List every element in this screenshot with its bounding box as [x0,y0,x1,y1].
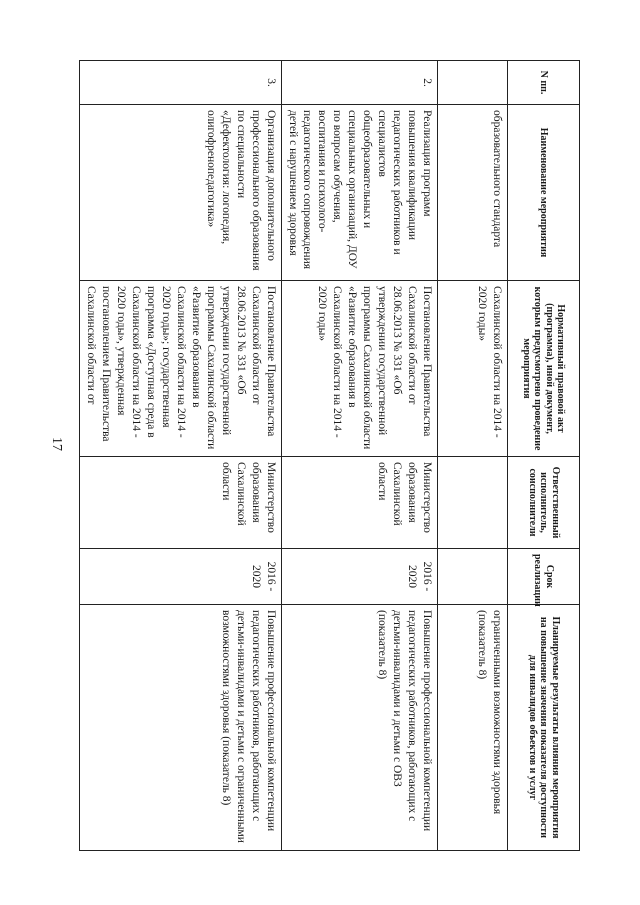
row-term: 2016 - 2020 [80,549,281,605]
row-executor [438,457,508,549]
table-header-row [508,61,580,851]
header-act: Нормативный правовой акт (программа), иной документ, которым предусмотрено проведение мероприятия [508,281,580,457]
measures-table [79,60,580,851]
row-result: ограниченными возможностями здоровья (показатель 8) [438,605,508,851]
row-result: Повышение профессиональной компетенции педагогических работников, работающих с детьми-инвалидами и детьми с ограниченными возможностями здоровья (показатель 8) [80,605,281,851]
row-name: Реализация программ повышения квалификации педагогических работников и специалистов общеобразовательных и специальных организаций, ДОУ по вопросам обучения, воспитания и психолого-педагогического сопровождения детей с нарушением здоровья [281,105,437,281]
row-name: образовательного стандарта [438,105,508,281]
row-act: Сахалинской области на 2014 - 2020 годы» [438,281,508,457]
page-number: 17 [49,437,64,451]
table-row [281,61,437,851]
rotated-table-container [85,60,580,850]
header-name: Наименование мероприятия [508,105,580,281]
header-term: Срок реализации [508,549,580,605]
table-row [438,61,508,851]
document-sheet [85,60,580,850]
row-term: 2016 - 2020 [281,549,437,605]
row-executor: Министерство образования Сахалинской области [281,457,437,549]
row-act: Постановление Правительства Сахалинской области от 28.06.2013 № 331 «Об утверждении государственной программы Сахалинской области «Развитие образования в Сахалинской области на 2014 - 2020 годы»; государственная программа «Доступная среда в Сахалинской области на 2014 - 2020 годы», утвержденная постановлением Правительства Сахалинской области от [80,281,281,457]
row-name: Организация дополнительного профессионального образования по специальности «Дефектология: логопедия, олигофренопедагогика» [80,105,281,281]
row-executor: Министерство образования Сахалинской области [80,457,281,549]
table-row [80,61,281,851]
header-result: Планируемые результаты влияния мероприятия на повышение значения показателя доступности для инвалидов объектов и услуг [508,605,580,851]
row-result: Повышение профессиональной компетенции педагогических работников, работающих с детьми-инвалидами и детьми с ОВЗ (показатель 8) [281,605,437,851]
row-num: 2. [281,61,437,105]
header-num: N пп. [508,61,580,105]
row-term [438,549,508,605]
row-num: 3. [80,61,281,105]
header-executor: Ответственный исполнитель, соисполнители [508,457,580,549]
row-num [438,61,508,105]
row-act: Постановление Правительства Сахалинской области от 28.06.2013 № 331 «Об утверждении государственной программы Сахалинской области «Развитие образования в Сахалинской области на 2014 - 2020 годы» [281,281,437,457]
